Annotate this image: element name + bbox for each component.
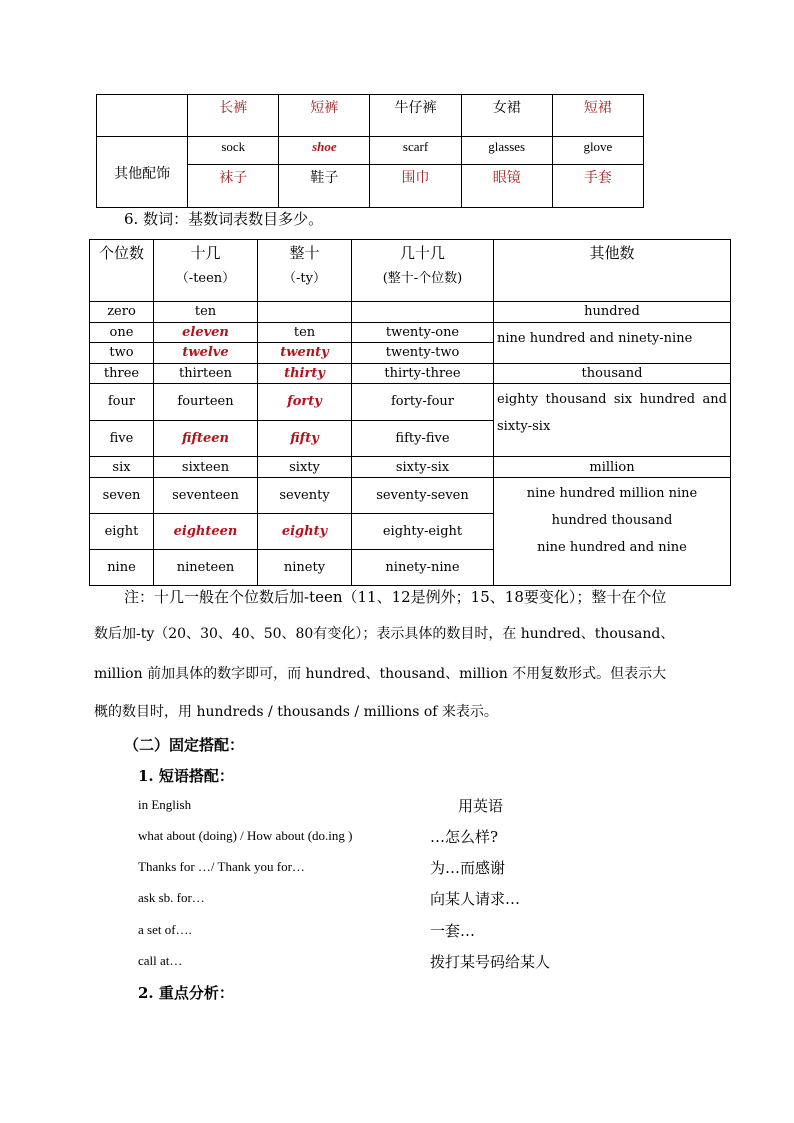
note-line-1: 注：十几一般在个位数后加-teen（11、12是例外；15、18要变化）；整十在个位 [124, 588, 667, 606]
table-cell: 围巾 [370, 165, 461, 208]
phrase-zh: 用英语 [458, 797, 504, 815]
section-2-title: （二）固定搭配： [124, 736, 245, 754]
table-cell: ninety-nine [352, 549, 494, 585]
million-example-line2: hundred thousand [551, 512, 673, 528]
table-cell: 牛仔裤 [370, 95, 461, 137]
header-ty [258, 240, 352, 302]
table-cell: four [90, 384, 154, 421]
cardinal-numbers-table [89, 239, 730, 586]
table-cell: hundred [494, 302, 731, 323]
million-example-line1: nine hundred million nine [526, 485, 698, 501]
table-cell: thirty-three [352, 363, 494, 384]
table-cell [494, 384, 731, 457]
header-other: 其他数 [494, 240, 731, 302]
table-cell: thousand [494, 363, 731, 384]
phrase-zh: 一套… [430, 922, 476, 940]
table-cell: seventeen [154, 477, 258, 513]
table-cell [258, 302, 352, 323]
header-compound [352, 240, 494, 302]
table-cell: eighty-eight [352, 513, 494, 549]
table-cell: one [90, 322, 154, 343]
clothing-vocab-table [96, 94, 644, 208]
table-cell: fifteen [154, 420, 258, 457]
note-line-3: million 前加具体的数字即可，而 hundred、thousand、million 不用复数形式。但表示大 [94, 666, 667, 682]
table-cell: eleven [154, 322, 258, 343]
table-cell: glove [552, 137, 643, 165]
table-cell: zero [90, 302, 154, 323]
table-cell: eighty [258, 513, 352, 549]
header-ty-sub: （-ty） [283, 271, 326, 286]
table-cell: 长裤 [188, 95, 279, 137]
phrase-en: what about (doing) / How about (do.ing ) [138, 828, 353, 843]
table-cell: thirteen [154, 363, 258, 384]
phrase-zh: 为…而感谢 [430, 859, 506, 877]
header-ty-title: 整十 [289, 244, 320, 262]
table-cell: forty-four [352, 384, 494, 421]
table-cell [494, 477, 731, 585]
table-cell: twenty-one [352, 322, 494, 343]
table-cell: 短裙 [552, 95, 643, 137]
million-example-line3: nine hundred and nine [537, 539, 687, 555]
table-cell: ten [154, 302, 258, 323]
table-cell [352, 302, 494, 323]
table-cell: forty [258, 384, 352, 421]
phrase-en: call at… [138, 953, 183, 968]
phrase-en: ask sb. for… [138, 890, 205, 905]
table-cell: ten [258, 322, 352, 343]
table-cell: shoe [279, 137, 370, 165]
table-cell: eighteen [154, 513, 258, 549]
phrase-en: in English [138, 797, 192, 812]
thousand-example-line1: eighty thousand six hundred and [497, 392, 727, 408]
thousand-example-line2: sixty-six [497, 419, 551, 435]
table-cell: 短裤 [279, 95, 370, 137]
header-units: 个位数 [90, 240, 154, 302]
table-cell: six [90, 457, 154, 478]
table-cell: two [90, 343, 154, 364]
table-cell: sock [188, 137, 279, 165]
table-cell: scarf [370, 137, 461, 165]
table-cell: ninety [258, 549, 352, 585]
subsection-2-title: 2. 重点分析： [138, 984, 234, 1002]
table-cell: 袜子 [188, 165, 279, 208]
table-cell: nine hundred and ninety-nine [494, 322, 731, 363]
table-cell: million [494, 457, 731, 478]
phrase-zh: 向某人请求… [430, 890, 521, 908]
table-cell: seven [90, 477, 154, 513]
table-cell: five [90, 420, 154, 457]
table-cell: twenty-two [352, 343, 494, 364]
table-cell: nineteen [154, 549, 258, 585]
table-cell: three [90, 363, 154, 384]
table-cell: twenty [258, 343, 352, 364]
table-cell: 眼镜 [461, 165, 552, 208]
header-compound-sub: (整十-个位数) [382, 271, 463, 286]
table-cell: thirty [258, 363, 352, 384]
table-cell: fifty-five [352, 420, 494, 457]
table-cell: sixty-six [352, 457, 494, 478]
table-cell-empty [97, 95, 188, 137]
header-teen-title: 十几 [190, 244, 221, 262]
phrase-zh: …怎么样? [430, 828, 499, 846]
note-line-4: 概的数目时，用 hundreds / thousands / millions of 来表示。 [94, 704, 498, 720]
subsection-1-title: 1. 短语搭配： [138, 767, 234, 785]
header-compound-title: 几十几 [399, 244, 445, 262]
table-cell: fifty [258, 420, 352, 457]
table-cell: fourteen [154, 384, 258, 421]
table-cell: sixteen [154, 457, 258, 478]
table-cell: glasses [461, 137, 552, 165]
table-cell: 鞋子 [279, 165, 370, 208]
header-teen-sub: （-teen） [175, 271, 236, 286]
note-line-2: 数后加-ty（20、30、40、50、80有变化）；表示具体的数目时，在 hundred、thousand、 [94, 626, 675, 642]
table-cell: 女裙 [461, 95, 552, 137]
phrase-en: Thanks for …/ Thank you for… [138, 859, 305, 874]
table-cell: sixty [258, 457, 352, 478]
phrase-en: a set of…. [138, 922, 192, 937]
table-cell: seventy [258, 477, 352, 513]
section-6-title: 6. 数词：基数词表数目多少。 [124, 210, 324, 228]
row-label: 其他配饰 [97, 137, 188, 208]
table-cell: nine [90, 549, 154, 585]
header-teen [154, 240, 258, 302]
phrase-zh: 拨打某号码给某人 [430, 953, 551, 971]
table-cell: eight [90, 513, 154, 549]
table-cell: 手套 [552, 165, 643, 208]
table-cell: seventy-seven [352, 477, 494, 513]
table-cell: twelve [154, 343, 258, 364]
